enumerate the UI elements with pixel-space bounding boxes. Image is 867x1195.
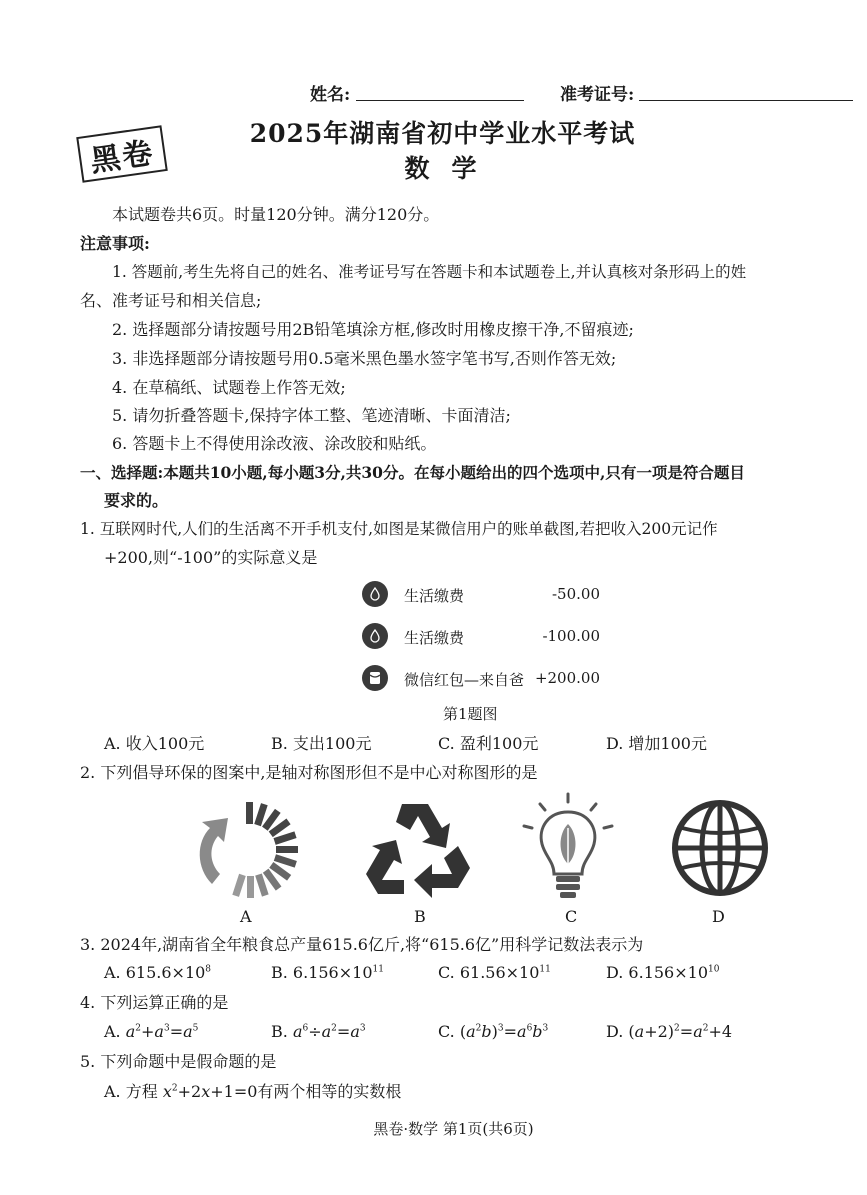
option-c: C. $(a^2b)^3=a^6b^3$ <box>438 1022 549 1041</box>
option-c: C. $61.56\times 10^{11}$ <box>438 963 551 982</box>
page-footer: 黑卷·数学 第1页(共6页) <box>373 1120 534 1138</box>
exam-id-field[interactable] <box>639 82 853 101</box>
notice-item: 名、准考证号和相关信息; <box>80 291 262 310</box>
exam-subject: 数学 <box>404 154 499 183</box>
question-3-stem: 3. 2024年,湖南省全年粮食总产量615.6亿斤,将“615.6亿”用科学记数法表示为 <box>80 935 644 954</box>
option-a: A. 方程 $x^2+2x+1=0$有两个相等的实数根 <box>104 1082 402 1101</box>
notice-item: 1. 答题前,考生先将自己的姓名、准考证号写在答题卡和本试题卷上,并认真核对条形码上的姓 <box>112 263 747 281</box>
option-a: A. 收入100元 <box>104 734 205 753</box>
question-4-stem: 4. 下列运算正确的是 <box>80 993 229 1012</box>
option-a: A. $615.6\times 10^8$ <box>104 963 212 982</box>
notice-item: 4. 在草稿纸、试题卷上作答无效; <box>112 378 346 397</box>
bill-label: 生活缴费 <box>404 587 465 605</box>
name-field[interactable] <box>356 82 524 101</box>
option-d: D. 增加100元 <box>606 734 707 753</box>
bill-label: 微信红包—来自爸 <box>404 671 525 689</box>
notice-item: 6. 答题卡上不得使用涂改液、涂改胶和贴纸。 <box>112 434 437 453</box>
exam-id-label: 准考证号: <box>560 85 635 105</box>
option-b: B. $6.156\times 10^{11}$ <box>271 963 384 982</box>
circular-arrow-icon <box>188 798 300 902</box>
recycle-icon <box>358 796 478 902</box>
notice-item: 5. 请勿折叠答题卡,保持字体工整、笔迹清晰、卡面清洁; <box>112 406 511 425</box>
notice-item: 2. 选择题部分请按题号用2B铅笔填涂方框,修改时用橡皮擦干净,不留痕迹; <box>112 320 634 339</box>
drop-icon <box>362 581 388 607</box>
drop-icon <box>362 623 388 649</box>
figure-label-d: D <box>712 907 725 926</box>
bill-label: 生活缴费 <box>404 629 465 647</box>
notice-heading: 注意事项: <box>80 234 150 253</box>
intro-text: 本试题卷共6页。时量120分钟。满分120分。 <box>112 205 440 224</box>
name-label: 姓名: <box>310 85 351 105</box>
globe-icon <box>670 798 770 898</box>
option-d: D. $6.156\times 10^{10}$ <box>606 963 720 982</box>
figure-label-a: A <box>240 907 252 926</box>
question-2-stem: 2. 下列倡导环保的图案中,是轴对称图形但不是中心对称图形的是 <box>80 763 538 782</box>
question-1-stem-cont: +200,则“-100”的实际意义是 <box>104 548 318 567</box>
section-heading: 一、选择题:本题共10小题,每小题3分,共30分。在每小题给出的四个选项中,只有一项是符合题目 <box>80 463 745 482</box>
bill-amount: -100.00 <box>542 627 600 645</box>
option-d: D. $(a+2)^2=a^2+4$ <box>606 1022 733 1041</box>
figure-label-c: C <box>565 907 578 926</box>
question-5-stem: 5. 下列命题中是假命题的是 <box>80 1052 277 1071</box>
figure-caption: 第1题图 <box>443 705 498 723</box>
option-b: B. 支出100元 <box>271 734 372 753</box>
bill-amount: -50.00 <box>551 585 600 603</box>
option-c: C. 盈利100元 <box>438 734 539 753</box>
bill-amount: +200.00 <box>534 669 600 687</box>
option-b: B. $a^6\div a^2=a^3$ <box>271 1022 366 1041</box>
notice-item: 3. 非选择题部分请按题号用0.5毫米黑色墨水签字笔书写,否则作答无效; <box>112 349 617 368</box>
question-1-stem: 1. 互联网时代,人们的生活离不开手机支付,如图是某微信用户的账单截图,若把收入200元记作 <box>80 520 718 538</box>
lightbulb-leaf-icon <box>518 792 618 904</box>
section-heading-cont: 要求的。 <box>104 491 169 510</box>
stamp-logo: 黑卷 <box>76 125 168 183</box>
figure-label-b: B <box>414 907 426 926</box>
option-a: A. $a^2+a^3=a^5$ <box>104 1022 199 1041</box>
exam-title: 2025年湖南省初中学业水平考试 <box>249 119 636 148</box>
red-packet-icon <box>362 665 388 691</box>
